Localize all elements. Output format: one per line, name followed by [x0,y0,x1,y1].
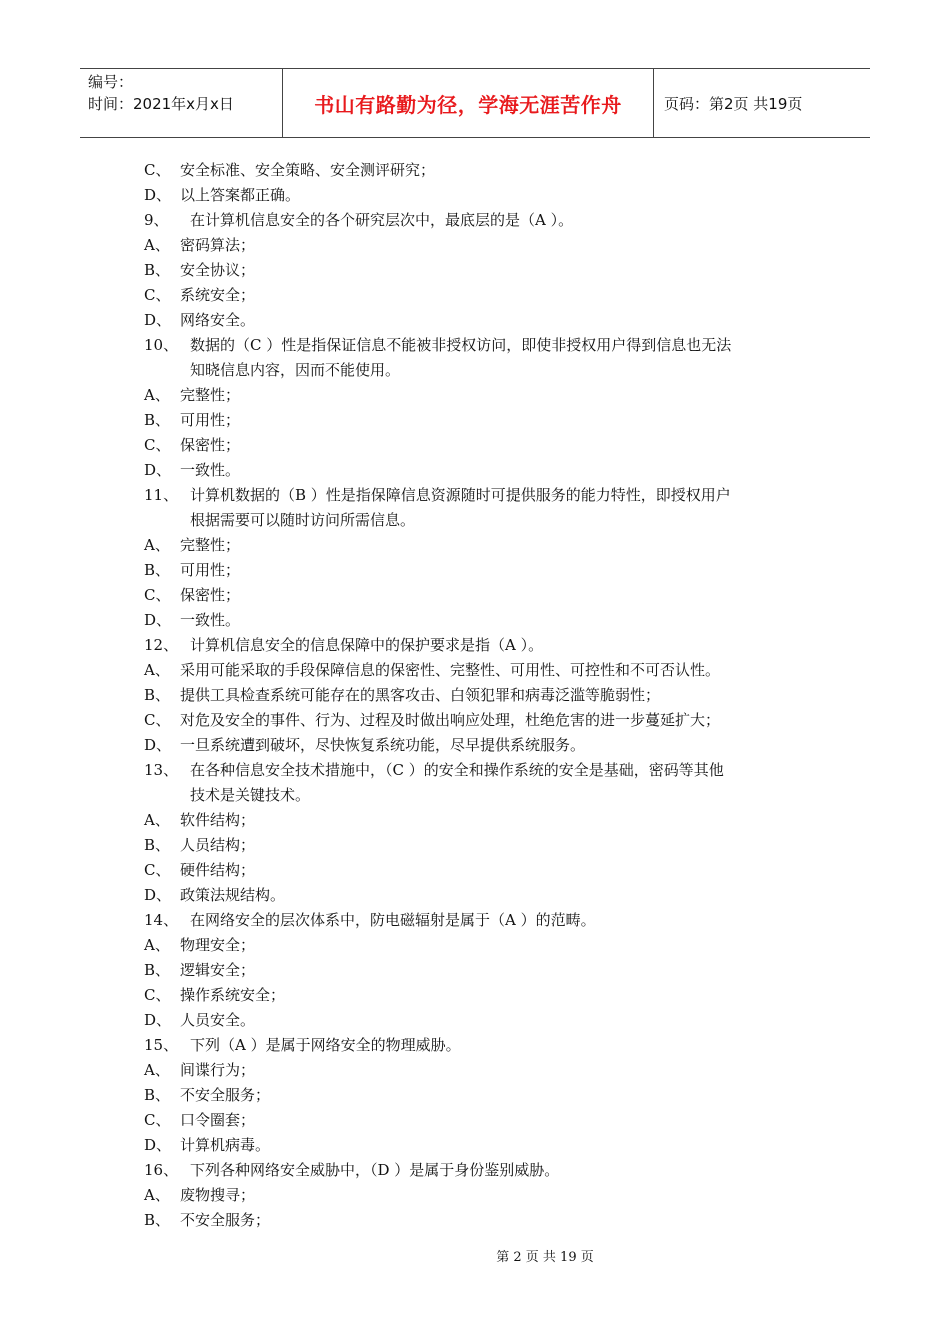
question-text: 下列（A ）是属于网络安全的物理威胁。 [190,1036,461,1054]
option-label: D、 [144,1136,172,1154]
option-line [0,883,950,908]
option-label: A、 [144,936,170,954]
option-line [0,458,950,483]
question-line [0,358,950,383]
option-label: C、 [144,586,171,604]
option-line [0,1083,950,1108]
header-page-info: 页码：第2页 共19页 [664,94,803,113]
option-line [0,608,950,633]
option-text: 软件结构； [180,811,256,829]
question-number: 13、 [144,761,179,779]
question-number: 11、 [144,486,179,504]
option-line [0,1208,950,1233]
page-footer [0,1246,950,1265]
option-label: D、 [144,311,172,329]
option-text: 安全协议； [180,261,256,279]
option-line [0,1008,950,1033]
option-label: A、 [144,386,170,404]
option-line [0,158,950,183]
option-label: B、 [144,411,171,429]
option-text: 一旦系统遭到破坏，尽快恢复系统功能，尽早提供系统服务。 [180,736,586,754]
question-line [0,758,950,783]
question-line [0,333,950,358]
option-line [0,183,950,208]
document-body [0,158,950,1233]
option-line [0,233,950,258]
option-line [0,708,950,733]
option-label: C、 [144,161,171,179]
option-text: 一致性。 [180,461,241,479]
option-line [0,683,950,708]
question-text: 技术是关键技术。 [190,786,311,804]
option-text: 可用性； [180,561,241,579]
option-label: D、 [144,611,172,629]
option-text: 操作系统安全； [180,986,286,1004]
option-label: D、 [144,1011,172,1029]
question-number: 15、 [144,1036,179,1054]
question-line [0,633,950,658]
option-text: 政策法规结构。 [180,886,286,904]
option-line [0,408,950,433]
option-label: D、 [144,461,172,479]
option-line [0,258,950,283]
option-text: 物理安全； [180,936,256,954]
option-text: 废物搜寻； [180,1186,256,1204]
option-text: 间谍行为； [180,1061,256,1079]
option-text: 完整性； [180,386,241,404]
question-text: 知晓信息内容，因而不能使用。 [190,361,401,379]
question-text: 数据的（C ）性是指保证信息不能被非授权访问，即使非授权用户得到信息也无法 [190,336,732,354]
option-text: 采用可能采取的手段保障信息的保密性、完整性、可用性、可控性和不可否认性。 [180,661,721,679]
option-text: 人员安全。 [180,1011,256,1029]
option-line [0,308,950,333]
option-line [0,433,950,458]
option-text: 保密性； [180,586,241,604]
option-text: 网络安全。 [180,311,256,329]
question-text: 在网络安全的层次体系中，防电磁辐射是属于（A ）的范畴。 [190,911,596,929]
option-line [0,1058,950,1083]
option-label: B、 [144,1086,171,1104]
option-line [0,533,950,558]
option-label: B、 [144,836,171,854]
option-text: 对危及安全的事件、行为、过程及时做出响应处理，杜绝危害的进一步蔓延扩大； [180,711,721,729]
option-text: 以上答案都正确。 [180,186,301,204]
option-line [0,1133,950,1158]
question-text: 在计算机信息安全的各个研究层次中，最底层的是（A ）。 [190,211,574,229]
option-label: A、 [144,236,170,254]
option-label: D、 [144,736,172,754]
question-number: 10、 [144,336,179,354]
question-line [0,908,950,933]
option-text: 提供工具检查系统可能存在的黑客攻击、白领犯罪和病毒泛滥等脆弱性； [180,686,661,704]
option-text: 一致性。 [180,611,241,629]
option-label: D、 [144,886,172,904]
option-label: C、 [144,1111,171,1129]
option-line [0,383,950,408]
option-text: 人员结构； [180,836,256,854]
question-number: 12、 [144,636,179,654]
option-text: 逻辑安全； [180,961,256,979]
option-text: 口令圈套； [180,1111,256,1129]
question-line [0,483,950,508]
option-line [0,808,950,833]
question-line [0,1158,950,1183]
option-line [0,283,950,308]
option-text: 不安全服务； [180,1086,271,1104]
question-text: 在各种信息安全技术措施中，（C ）的安全和操作系统的安全是基础，密码等其他 [190,761,724,779]
option-label: B、 [144,961,171,979]
option-label: A、 [144,1186,170,1204]
header-motto: 书山有路勤为径，学海无涯苦作舟 [314,92,622,117]
option-label: C、 [144,286,171,304]
option-label: C、 [144,861,171,879]
option-label: A、 [144,811,170,829]
header-meta [80,69,282,137]
document-number-label: 编号： [88,73,134,91]
question-line [0,783,950,808]
question-number: 9、 [144,211,169,229]
option-text: 系统安全； [180,286,256,304]
option-label: B、 [144,561,171,579]
question-number: 14、 [144,911,179,929]
question-number: 16、 [144,1161,179,1179]
option-line [0,983,950,1008]
option-line [0,558,950,583]
question-line [0,508,950,533]
footer-page-number: 第 2 页 共 19 页 [496,1250,594,1265]
option-label: D、 [144,186,172,204]
option-label: C、 [144,711,171,729]
option-line [0,658,950,683]
option-label: A、 [144,1061,170,1079]
option-text: 硬件结构； [180,861,256,879]
option-label: B、 [144,1211,171,1229]
question-line [0,208,950,233]
option-line [0,1108,950,1133]
option-text: 保密性； [180,436,241,454]
question-text: 下列各种网络安全威胁中，（D ）是属于身份鉴别威胁。 [190,1161,560,1179]
option-line [0,1183,950,1208]
option-line [0,583,950,608]
option-label: B、 [144,261,171,279]
question-text: 计算机信息安全的信息保障中的保护要求是指（A ）。 [190,636,544,654]
option-text: 不安全服务； [180,1211,271,1229]
question-line [0,1033,950,1058]
option-label: C、 [144,986,171,1004]
question-text: 计算机数据的（B ）性是指保障信息资源随时可提供服务的能力特性，即授权用户 [190,486,731,504]
document-time-label: 时间：2021年x月x日 [88,95,234,113]
header-motto-cell [282,69,654,137]
option-text: 密码算法； [180,236,256,254]
page-header [80,68,870,138]
option-label: A、 [144,661,170,679]
option-line [0,833,950,858]
header-page-info-cell [654,69,870,137]
option-text: 完整性； [180,536,241,554]
option-text: 可用性； [180,411,241,429]
option-line [0,733,950,758]
option-line [0,958,950,983]
question-text: 根据需要可以随时访问所需信息。 [190,511,416,529]
option-text: 计算机病毒。 [180,1136,271,1154]
option-label: A、 [144,536,170,554]
option-label: C、 [144,436,171,454]
option-label: B、 [144,686,171,704]
option-text: 安全标准、安全策略、安全测评研究； [180,161,436,179]
option-line [0,933,950,958]
option-line [0,858,950,883]
